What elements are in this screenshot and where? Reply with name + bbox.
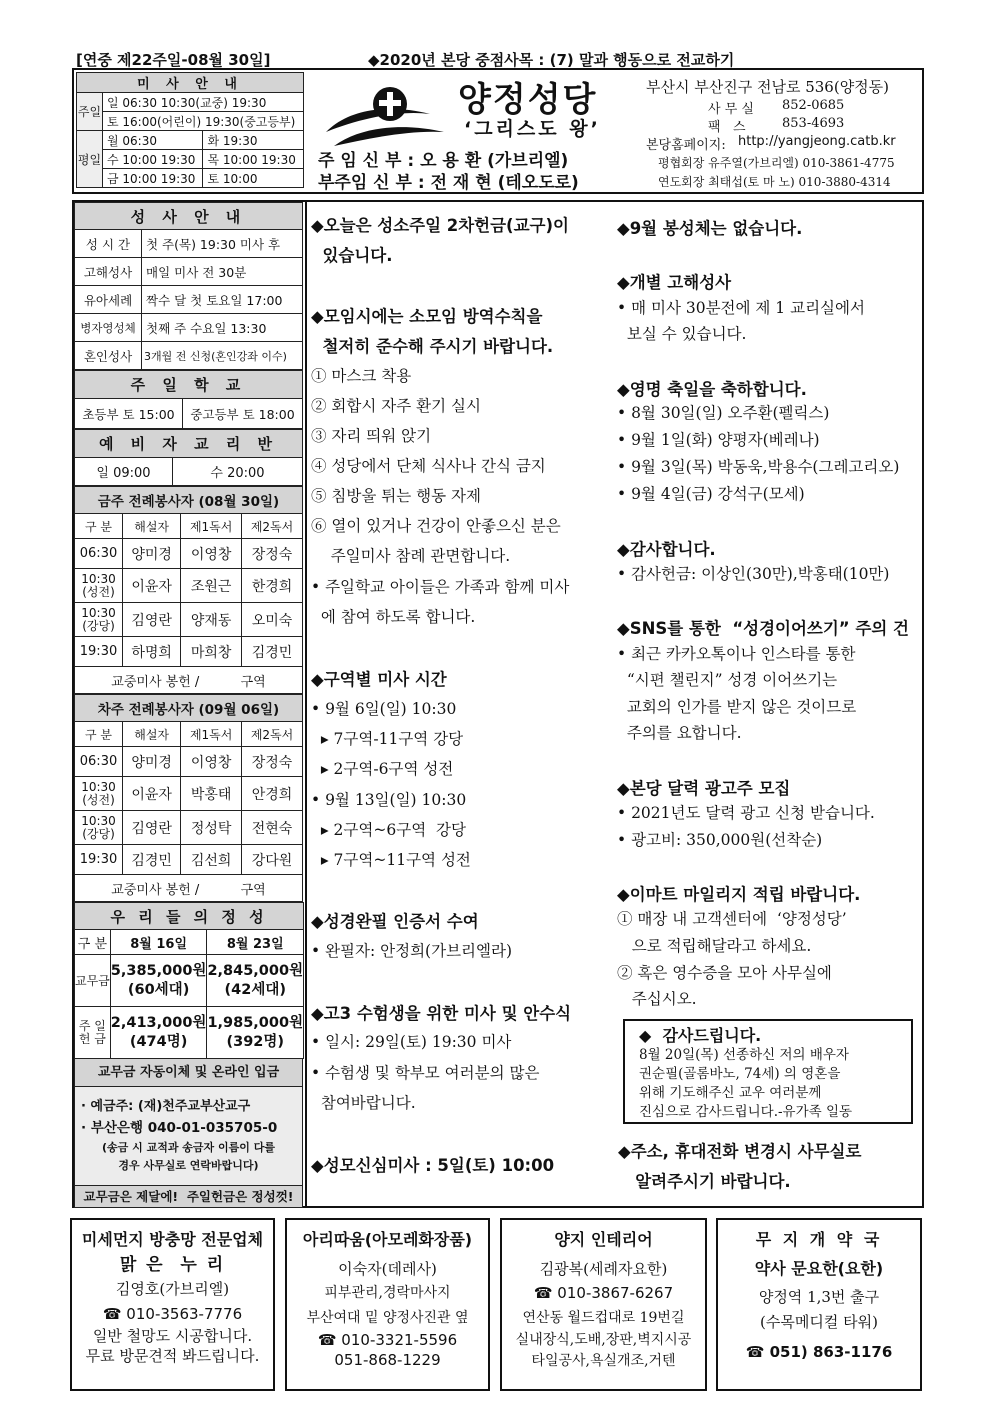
address-change-notice: 알려주시기 바랍니다. [618,1172,791,1191]
sidebar [74,202,303,1208]
notice-text: 참여바랍니다. [311,1094,416,1112]
mass-schedule-title: 미 사 안 내 [77,73,304,93]
col-head: 구 분 [75,930,111,955]
fax-label: 팩 스 [708,120,746,135]
notice-text: 주의를 요합니다. [617,724,742,742]
sacrament-time: 첫째 주 수요일 13:30 [142,314,303,342]
server-name: 강다원 [242,845,303,875]
servers-next-title: 차주 전례봉사자 (09월 06일) [75,695,303,722]
parish-name: 양정성당 [458,80,598,120]
thanks-title: ◆ 감사드립니다. [639,1026,762,1045]
mass-time: 06:30 [75,747,123,777]
thanks-box [623,1019,913,1124]
server-name: 안경희 [242,777,303,811]
server-name: 하명희 [123,637,181,667]
notice-text: • 매 미사 30분전에 제 1 교리실에서 [617,299,865,317]
ad-line: 미세먼지 방충망 전문업체 [81,1230,264,1249]
weekday-label: 평일 [77,131,103,188]
notice-text: ⑤ 침방울 튀는 행동 자제 [311,487,481,505]
mass-time: 10:30 (성전) [75,777,123,811]
sunday-school-item: 초등부 토 15:00 [75,399,183,429]
ad-line: 무 지 개 약 국 [755,1230,883,1249]
bank-account: · 부산은행 040-01-035705-0 [81,1120,278,1136]
notice-text: ② 회합시 자주 환기 실시 [311,397,481,415]
notice-text: • 완필자: 안정희(가브리엘라) [311,942,513,960]
column-divider [305,202,307,1206]
notice-heading: ◆오늘은 성소주일 2차헌금(교구)이 [311,216,569,235]
notice-text: ② 혹은 영수증을 모아 사무실에 [617,964,832,982]
thanks-line: 진심으로 감사드립니다.-유가족 일동 [639,1104,853,1120]
server-name: 김경민 [242,637,303,667]
sunday-school-title: 주 일 학 교 [75,371,303,399]
notice-text: • 주일학교 아이들은 가족과 함께 미사 [311,578,570,596]
mass-time: 06:30 [75,539,123,569]
server-name: 정성탁 [181,811,242,845]
server-name: 전현숙 [242,811,303,845]
ad-box-pharmacy [716,1218,922,1391]
sacrament-name: 유아세례 [75,286,142,314]
notice-text: 교회의 인가를 받지 않은 것이므로 [617,698,857,716]
assistant-pastor: 부주임 신 부 : 전 재 현 (테오도로) [318,173,579,193]
thanks-line: 위해 기도해주신 교우 여러분께 [639,1085,822,1101]
notice-text: • 수험생 및 학부모 여러분의 많은 [311,1064,540,1082]
ad-line: 연산동 월드컵대로 19번길 [522,1309,685,1326]
offering-group: 교중미사 봉헌 / 구역 [75,667,303,694]
offering-amount: 2,845,000원 (42세대) [207,955,304,1007]
mass-time: 10:30 (강당) [75,811,123,845]
sacrament-name: 병자영성체 [75,314,142,342]
server-name: 마희창 [181,637,242,667]
col-head: 제2독서 [242,722,303,747]
address-change-notice: ◆주소, 휴대전화 변경시 사무실로 [618,1142,862,1161]
weekday-mass: 금 10:00 19:30 [103,169,203,188]
notice-text: • 9월 4일(금) 강석구(모세) [617,485,805,503]
catechumen-title: 예 비 자 교 리 반 [75,430,303,458]
sunday-school-item: 중고등부 토 18:00 [183,399,303,429]
notice-text: • 2021년도 달력 광고 신청 받습니다. [617,804,875,822]
notice-text: 으로 적립해달라고 하세요. [617,937,812,955]
notice-text: ▸ 7구역-11구역 강당 [311,730,464,748]
weekday-mass: 화 19:30 [203,131,304,150]
col-head: 해설자 [123,722,181,747]
notice-text: • 9월 13일(일) 10:30 [311,791,467,809]
notice-heading: ◆성모신심미사 : 5일(토) 10:00 [311,1156,555,1175]
sacrament-time: 매일 미사 전 30분 [142,258,303,286]
offering-table [74,902,304,1059]
ad-line: 김영호(가브리엘) [115,1280,230,1298]
ad-line: 피부관리,경락마사지 [324,1285,451,1301]
ad-line: 김광복(세례자요한) [539,1259,668,1278]
notice-text: ① 매장 내 고객센터에 ‘양정성당’ [617,910,847,928]
bank-holder: · 예금주: (재)천주교부산교구 [81,1099,251,1114]
ad-phone: 051-868-1229 [334,1351,441,1369]
servers-this-week-table [74,486,303,694]
homepage-label: 본당홈페이지: [646,138,726,153]
ad-line: 약사 문요한(요한) [754,1258,884,1278]
catechumen-item: 일 09:00 [75,458,173,486]
sunday-label: 주일 [77,93,103,131]
weekday-mass: 목 10:00 19:30 [203,150,304,169]
issue-date: [연중 제22주일-08월 30일] [76,51,271,69]
ad-line: 양지 인테리어 [554,1230,653,1249]
sacrament-name: 혼인성사 [75,342,142,370]
sunday-mass-2: 토 16:00(어린이) 19:30(중고등부) [103,112,304,131]
notice-text: ▸ 2구역-6구역 성전 [311,760,454,778]
notice-text: ④ 성당에서 단체 식사나 간식 금지 [311,457,546,475]
ad-phone: ☎ 010-3321-5596 [317,1331,458,1349]
ad-line: (수목메디컬 타워) [760,1312,878,1331]
ad-line: 부산여대 밑 양정사진관 옆 [306,1309,469,1326]
ad-box-cosmetics [285,1218,490,1391]
server-name: 한경희 [242,569,303,603]
parish-address: 부산시 부산진구 전남로 536(양정동) [646,78,890,96]
ad-line: 맑 은 누 리 [119,1254,226,1275]
catechumen-item: 수 20:00 [173,458,303,486]
server-name: 장정숙 [242,539,303,569]
notice-text: ⑥ 열이 있거나 건강이 안좋으신 분은 [311,517,561,535]
bank-note: (송금 시 교적과 송금자 이름이 다를 [102,1141,275,1154]
notice-heading: ◆본당 달력 광고주 모집 [617,779,791,798]
notice-text: • 9월 1일(화) 양평자(베레나) [617,431,820,449]
server-name: 양미경 [123,539,181,569]
notice-heading: ◆구역별 미사 시간 [311,670,447,689]
weekday-mass: 수 10:00 19:30 [103,150,203,169]
bank-footer: 교무금은 제달에! 주일헌금은 정성껏! [75,1185,302,1207]
offering-label: 주 일 헌 금 [75,1007,111,1059]
notice-text: ▸ 2구역~6구역 강당 [311,821,466,839]
col-head: 8월 16일 [110,930,207,955]
notice-text: 에 참여 하도록 합니다. [311,608,476,626]
ad-line: 이숙자(데레사) [338,1259,437,1278]
ad-phone: ☎ 010-3563-7776 [102,1304,243,1323]
pastoral-theme: ◆2020년 본당 중점사목 : (7) 말과 행동으로 전교하기 [368,51,735,69]
notice-text: ③ 자리 띄워 앉기 [311,427,432,445]
notice-text: • 일시: 29일(토) 19:30 미사 [311,1033,512,1051]
server-name: 오미숙 [242,603,303,637]
notice-text: 주일미사 참례 관면합니다. [311,547,511,565]
notice-heading: ◆SNS를 통한 “성경이어쓰기” 주의 건 [617,619,909,638]
col-head: 해설자 [123,514,181,539]
ad-line: 실내장식,도배,장판,벽지시공 [515,1332,692,1348]
offering-amount: 1,985,000원 (392명) [207,1007,304,1059]
offering-label: 교무금 [75,955,111,1007]
ad-box-interior [500,1218,707,1391]
col-head: 구 분 [75,722,123,747]
server-name: 장정숙 [242,747,303,777]
prayer-president: 연도회장 최태섭(토 마 노) 010-3880-4314 [658,175,891,189]
notice-heading: ◆성경완필 인증서 수여 [311,912,479,931]
server-name: 이윤자 [123,777,181,811]
weekday-mass: 토 10:00 [203,169,304,188]
col-head: 제1독서 [181,514,242,539]
offering-amount: 2,413,000원 (474명) [110,1007,207,1059]
offering-amount: 5,385,000원 (60세대) [110,955,207,1007]
servers-this-title: 금주 전례봉사자 (08월 30일) [75,487,303,514]
ad-box-screen [70,1218,275,1391]
notice-text: 주십시오. [617,990,697,1008]
notice-heading: ◆이마트 마일리지 적립 바랍니다. [617,885,861,904]
servers-next-week-table [74,694,303,902]
sacrament-time: 짝수 달 첫 토요일 17:00 [142,286,303,314]
server-name: 이영창 [181,539,242,569]
server-name: 이윤자 [123,569,181,603]
thanks-line: 8월 20일(목) 선종하신 저의 배우자 [639,1047,849,1063]
ad-line: 일반 철망도 시공합니다. [92,1327,253,1345]
fax-number: 853-4693 [782,116,845,131]
notice-heading: ◆개별 고해성사 [617,273,732,292]
sacrament-name: 고해성사 [75,258,142,286]
council-president: 평협회장 유주열(가브리엘) 010-3861-4775 [658,156,895,170]
notice-heading: ◆감사합니다. [617,540,716,559]
server-name: 김영란 [123,811,181,845]
sacrament-time: 첫 주(목) 19:30 미사 후 [142,230,303,258]
pastor: 주 임 신 부 : 오 용 환 (가브리엘) [318,151,569,171]
server-name: 양미경 [123,747,181,777]
top-bar [72,47,924,69]
ad-line: 양정역 1,3번 출구 [758,1288,880,1306]
ad-line: 타일공사,욕실개조,거텐 [531,1353,676,1369]
bank-title: 교무금 자동이체 및 온라인 입금 [75,1059,302,1087]
ad-line: 무료 방문견적 봐드립니다. [85,1347,260,1365]
notice-heading: ◆고3 수험생을 위한 미사 및 안수식 [311,1004,572,1023]
mass-time: 10:30 (강당) [75,603,123,637]
sacrament-table [74,202,303,370]
parish-subtitle: ‘그리스도 왕’ [464,118,601,140]
mass-schedule-table [76,72,304,188]
notice-heading: ◆모임시에는 소모임 방역수칙을 [311,307,543,326]
notice-text: • 감사헌금: 이상인(30만),박홍태(10만) [617,565,890,583]
notice-text: • 광고비: 350,000원(선착순) [617,831,823,849]
sacrament-name: 성 시 간 [75,230,142,258]
sacrament-title: 성 사 안 내 [75,203,303,230]
ad-phone: ☎ 010-3867-6267 [533,1284,674,1302]
col-head: 제2독서 [242,514,303,539]
catechumen-table [74,429,303,486]
notice-text: • 9월 3일(목) 박동욱,박용수(그레고리오) [617,458,900,476]
ad-line: 아리따움(아모레화장품) [302,1230,473,1249]
server-name: 김영란 [123,603,181,637]
mass-time: 19:30 [75,637,123,667]
server-name: 김경민 [123,845,181,875]
notice-text: 보실 수 있습니다. [617,325,747,343]
notice-text: “시편 챌린지” 성경 이어쓰기는 [617,671,838,689]
weekday-mass: 월 06:30 [103,131,203,150]
sacrament-time: 3개월 전 신청(혼인강좌 이수) [142,342,303,370]
server-name: 이영창 [181,747,242,777]
bank-box [74,1059,303,1208]
notice-heading: ◆9월 봉성체는 없습니다. [617,219,803,238]
notice-text: • 9월 6일(일) 10:30 [311,700,457,718]
notice-text: ① 마스크 착용 [311,367,412,385]
notice-text: • 8월 30일(일) 오주환(펠릭스) [617,404,830,422]
office-phone: 852-0685 [782,98,845,113]
server-name: 조원근 [181,569,242,603]
sunday-mass-1: 일 06:30 10:30(교중) 19:30 [103,93,304,112]
bank-note: 경우 사무실로 연락바랍니다) [118,1159,259,1172]
notice-heading: 철저히 준수해 주시기 바랍니다. [311,337,554,356]
col-head: 구 분 [75,514,123,539]
notice-text: • 최근 카카오톡이나 인스타를 통한 [617,645,856,663]
server-name: 김선희 [181,845,242,875]
mass-time: 19:30 [75,845,123,875]
sunday-school-table [74,370,303,429]
col-head: 제1독서 [181,722,242,747]
offering-title: 우 리 들 의 정 성 [75,903,304,930]
mass-time: 10:30 (성전) [75,569,123,603]
homepage-link[interactable]: http://yangjeong.catb.kr [738,134,896,149]
thanks-line: 권순필(골롬바노, 74세) 의 영혼을 [639,1066,841,1082]
offering-group: 교중미사 봉헌 / 구역 [75,875,303,902]
notice-heading: ◆영명 축일을 축하합니다. [617,380,807,399]
notice-text: ▸ 7구역~11구역 성전 [311,851,471,869]
server-name: 양재동 [181,603,242,637]
ad-phone: ☎ 051) 863-1176 [745,1343,893,1361]
col-head: 8월 23일 [207,930,304,955]
server-name: 박홍태 [181,777,242,811]
office-label: 사 무 실 [708,102,754,117]
notice-heading: 있습니다. [311,246,393,265]
